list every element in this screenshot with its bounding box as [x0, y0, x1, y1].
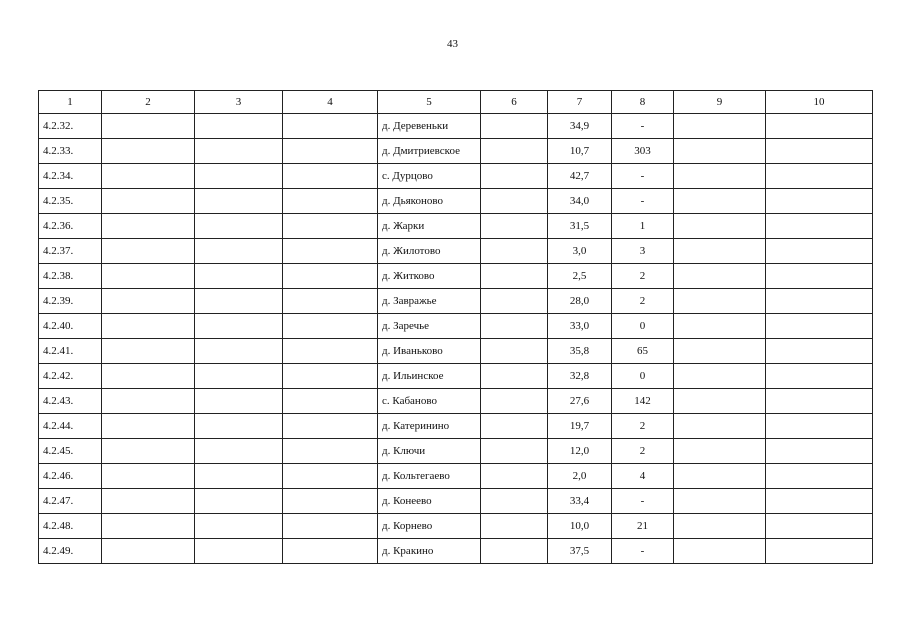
empty-cell [283, 314, 378, 339]
empty-cell [195, 314, 283, 339]
empty-cell [481, 439, 548, 464]
empty-cell [766, 514, 873, 539]
table-row [39, 539, 873, 564]
empty-cell [195, 264, 283, 289]
empty-cell [674, 189, 766, 214]
empty-cell [481, 364, 548, 389]
column-8-cell: 4 [612, 464, 674, 489]
empty-cell [766, 439, 873, 464]
empty-cell [102, 489, 195, 514]
empty-cell [766, 414, 873, 439]
empty-cell [283, 264, 378, 289]
empty-cell [102, 214, 195, 239]
empty-cell [481, 389, 548, 414]
column-8-cell: 142 [612, 389, 674, 414]
empty-cell [766, 139, 873, 164]
empty-cell [283, 114, 378, 139]
empty-cell [102, 514, 195, 539]
table-row [39, 139, 873, 164]
column-header-9: 9 [674, 91, 766, 114]
row-number-cell: 4.2.41. [39, 339, 102, 364]
table-row [39, 489, 873, 514]
settlements-table [38, 90, 873, 564]
empty-cell [766, 489, 873, 514]
column-8-cell: 0 [612, 314, 674, 339]
row-number-cell: 4.2.49. [39, 539, 102, 564]
empty-cell [283, 164, 378, 189]
row-number-cell: 4.2.40. [39, 314, 102, 339]
row-number-cell: 4.2.37. [39, 239, 102, 264]
empty-cell [766, 264, 873, 289]
column-7-cell: 12,0 [548, 439, 612, 464]
empty-cell [195, 389, 283, 414]
empty-cell [674, 389, 766, 414]
empty-cell [283, 189, 378, 214]
empty-cell [283, 464, 378, 489]
empty-cell [195, 214, 283, 239]
empty-cell [283, 339, 378, 364]
empty-cell [481, 189, 548, 214]
empty-cell [195, 239, 283, 264]
table-row [39, 239, 873, 264]
empty-cell [674, 514, 766, 539]
settlement-name-cell: д. Завражье [378, 289, 481, 314]
settlement-name-cell: д. Дмитриевское [378, 139, 481, 164]
empty-cell [102, 464, 195, 489]
empty-cell [283, 539, 378, 564]
column-8-cell: - [612, 114, 674, 139]
empty-cell [195, 414, 283, 439]
table-row [39, 289, 873, 314]
table-row [39, 164, 873, 189]
column-header-5: 5 [378, 91, 481, 114]
empty-cell [195, 539, 283, 564]
settlement-name-cell: д. Кольтегаево [378, 464, 481, 489]
empty-cell [481, 539, 548, 564]
empty-cell [766, 214, 873, 239]
row-number-cell: 4.2.38. [39, 264, 102, 289]
settlement-name-cell: д. Иваньково [378, 339, 481, 364]
column-7-cell: 31,5 [548, 214, 612, 239]
column-header-8: 8 [612, 91, 674, 114]
settlement-name-cell: д. Корнево [378, 514, 481, 539]
empty-cell [102, 164, 195, 189]
empty-cell [674, 439, 766, 464]
column-8-cell: 2 [612, 414, 674, 439]
column-7-cell: 35,8 [548, 339, 612, 364]
empty-cell [481, 164, 548, 189]
empty-cell [283, 364, 378, 389]
empty-cell [102, 139, 195, 164]
empty-cell [102, 239, 195, 264]
settlement-name-cell: д. Дьяконово [378, 189, 481, 214]
column-7-cell: 28,0 [548, 289, 612, 314]
empty-cell [195, 139, 283, 164]
empty-cell [674, 239, 766, 264]
row-number-cell: 4.2.39. [39, 289, 102, 314]
empty-cell [283, 439, 378, 464]
empty-cell [195, 364, 283, 389]
empty-cell [481, 339, 548, 364]
empty-cell [766, 314, 873, 339]
empty-cell [481, 214, 548, 239]
empty-cell [766, 539, 873, 564]
row-number-cell: 4.2.46. [39, 464, 102, 489]
empty-cell [102, 364, 195, 389]
row-number-cell: 4.2.34. [39, 164, 102, 189]
table-row [39, 439, 873, 464]
empty-cell [674, 364, 766, 389]
column-7-cell: 34,0 [548, 189, 612, 214]
settlement-name-cell: д. Катеринино [378, 414, 481, 439]
empty-cell [283, 214, 378, 239]
empty-cell [766, 289, 873, 314]
column-8-cell: - [612, 539, 674, 564]
empty-cell [674, 164, 766, 189]
empty-cell [766, 464, 873, 489]
column-7-cell: 42,7 [548, 164, 612, 189]
empty-cell [102, 114, 195, 139]
empty-cell [195, 439, 283, 464]
empty-cell [102, 314, 195, 339]
column-8-cell: - [612, 489, 674, 514]
row-number-cell: 4.2.43. [39, 389, 102, 414]
settlement-name-cell: д. Ключи [378, 439, 481, 464]
column-8-cell: - [612, 189, 674, 214]
column-7-cell: 3,0 [548, 239, 612, 264]
table-row [39, 389, 873, 414]
empty-cell [195, 164, 283, 189]
empty-cell [481, 264, 548, 289]
row-number-cell: 4.2.35. [39, 189, 102, 214]
column-7-cell: 32,8 [548, 364, 612, 389]
column-8-cell: 1 [612, 214, 674, 239]
settlement-name-cell: д. Кракино [378, 539, 481, 564]
settlement-name-cell: д. Ильинское [378, 364, 481, 389]
settlement-name-cell: с. Дурцово [378, 164, 481, 189]
settlement-name-cell: д. Заречье [378, 314, 481, 339]
empty-cell [674, 339, 766, 364]
empty-cell [481, 289, 548, 314]
empty-cell [283, 239, 378, 264]
column-header-2: 2 [102, 91, 195, 114]
column-header-4: 4 [283, 91, 378, 114]
table-row [39, 189, 873, 214]
empty-cell [102, 289, 195, 314]
empty-cell [766, 189, 873, 214]
table-row [39, 414, 873, 439]
table-header-row [39, 91, 873, 114]
empty-cell [195, 189, 283, 214]
empty-cell [195, 114, 283, 139]
column-8-cell: - [612, 164, 674, 189]
empty-cell [195, 489, 283, 514]
empty-cell [674, 114, 766, 139]
empty-cell [195, 339, 283, 364]
empty-cell [674, 289, 766, 314]
table-row [39, 214, 873, 239]
settlement-name-cell: д. Житково [378, 264, 481, 289]
row-number-cell: 4.2.33. [39, 139, 102, 164]
settlement-name-cell: с. Кабаново [378, 389, 481, 414]
empty-cell [102, 439, 195, 464]
column-7-cell: 10,0 [548, 514, 612, 539]
column-8-cell: 2 [612, 439, 674, 464]
column-header-3: 3 [195, 91, 283, 114]
empty-cell [766, 239, 873, 264]
settlement-name-cell: д. Жарки [378, 214, 481, 239]
column-header-6: 6 [481, 91, 548, 114]
empty-cell [766, 164, 873, 189]
column-8-cell: 2 [612, 264, 674, 289]
empty-cell [102, 389, 195, 414]
column-header-7: 7 [548, 91, 612, 114]
column-7-cell: 33,4 [548, 489, 612, 514]
column-8-cell: 2 [612, 289, 674, 314]
empty-cell [766, 339, 873, 364]
column-8-cell: 65 [612, 339, 674, 364]
empty-cell [195, 289, 283, 314]
empty-cell [481, 239, 548, 264]
table-row [39, 514, 873, 539]
empty-cell [674, 314, 766, 339]
table-row [39, 314, 873, 339]
column-header-10: 10 [766, 91, 873, 114]
column-7-cell: 37,5 [548, 539, 612, 564]
empty-cell [481, 139, 548, 164]
column-8-cell: 21 [612, 514, 674, 539]
empty-cell [102, 414, 195, 439]
empty-cell [674, 264, 766, 289]
empty-cell [674, 214, 766, 239]
empty-cell [674, 414, 766, 439]
row-number-cell: 4.2.47. [39, 489, 102, 514]
column-8-cell: 3 [612, 239, 674, 264]
table-body [39, 114, 873, 564]
empty-cell [283, 489, 378, 514]
empty-cell [481, 489, 548, 514]
column-8-cell: 0 [612, 364, 674, 389]
column-7-cell: 10,7 [548, 139, 612, 164]
settlement-name-cell: д. Конеево [378, 489, 481, 514]
empty-cell [283, 389, 378, 414]
empty-cell [283, 514, 378, 539]
row-number-cell: 4.2.48. [39, 514, 102, 539]
empty-cell [766, 389, 873, 414]
empty-cell [283, 139, 378, 164]
empty-cell [102, 539, 195, 564]
empty-cell [195, 514, 283, 539]
empty-cell [481, 314, 548, 339]
empty-cell [674, 489, 766, 514]
empty-cell [674, 139, 766, 164]
page-number: 43 [447, 38, 458, 50]
row-number-cell: 4.2.42. [39, 364, 102, 389]
row-number-cell: 4.2.32. [39, 114, 102, 139]
empty-cell [766, 364, 873, 389]
empty-cell [674, 464, 766, 489]
empty-cell [283, 289, 378, 314]
column-7-cell: 2,5 [548, 264, 612, 289]
row-number-cell: 4.2.45. [39, 439, 102, 464]
empty-cell [102, 264, 195, 289]
empty-cell [674, 539, 766, 564]
column-7-cell: 33,0 [548, 314, 612, 339]
column-header-1: 1 [39, 91, 102, 114]
empty-cell [283, 414, 378, 439]
column-7-cell: 2,0 [548, 464, 612, 489]
table-row [39, 364, 873, 389]
empty-cell [481, 114, 548, 139]
column-7-cell: 19,7 [548, 414, 612, 439]
empty-cell [481, 464, 548, 489]
empty-cell [195, 464, 283, 489]
column-7-cell: 34,9 [548, 114, 612, 139]
row-number-cell: 4.2.44. [39, 414, 102, 439]
empty-cell [102, 339, 195, 364]
column-7-cell: 27,6 [548, 389, 612, 414]
column-8-cell: 303 [612, 139, 674, 164]
table-row [39, 114, 873, 139]
table-row [39, 339, 873, 364]
empty-cell [766, 114, 873, 139]
empty-cell [102, 189, 195, 214]
table-row [39, 264, 873, 289]
empty-cell [481, 514, 548, 539]
row-number-cell: 4.2.36. [39, 214, 102, 239]
table-row [39, 464, 873, 489]
settlement-name-cell: д. Жилотово [378, 239, 481, 264]
empty-cell [481, 414, 548, 439]
settlement-name-cell: д. Деревеньки [378, 114, 481, 139]
